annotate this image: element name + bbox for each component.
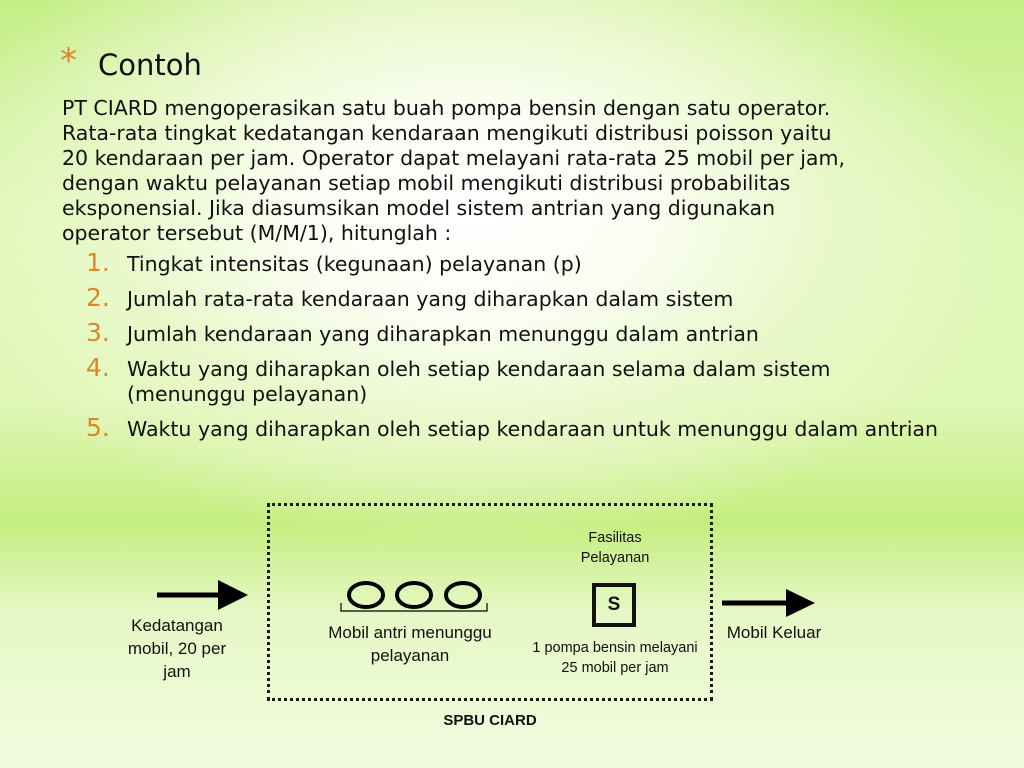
task-number: 1. (86, 248, 110, 277)
exit-label: Mobil Keluar (726, 623, 822, 642)
server-letter: S (607, 594, 621, 615)
station-label: SPBU CIARD (443, 712, 537, 729)
problem-statement: PT CIARD mengoperasikan satu buah pompa bensin dengan satu operator. Rata-rata tingkat kedatangan kendaraan mengikuti distribusi poisson yaitu 20 kendaraan per jam. Operator dapat melayani rata-rata 25 mobil per jam, dengan waktu pelayanan setiap mobil mengikuti distribusi probabilitas eksponensial. Jika diasumsikan model sistem antrian yang digunakan operator tersebut (M/M/1), hitunglah : (62, 96, 845, 245)
task-text: Waktu yang diharapkan oleh setiap kendaraan untuk menunggu dalam antrian (127, 417, 938, 441)
task-text: Jumlah kendaraan yang diharapkan menunggu dalam antrian (127, 322, 759, 346)
arrival-label: Kedatangan mobil, 20 per jam (127, 616, 227, 681)
exit-arrow-icon (722, 589, 815, 617)
task-item (0, 248, 1000, 277)
arrival-arrow-icon (157, 580, 248, 610)
task-number: 4. (86, 353, 110, 382)
pump-label: 1 pompa bensin melayani 25 mobil per jam (532, 640, 698, 676)
queue-label: Mobil antri menunggu pelayanan (328, 623, 492, 665)
task-text: Tingkat intensitas (kegunaan) pelayanan (p) (127, 252, 582, 276)
task-item (0, 413, 957, 442)
task-number: 2. (86, 283, 110, 312)
task-item (0, 318, 1000, 347)
task-text: Waktu yang diharapkan oleh setiap kendaraan selama dalam sistem (menunggu pelayanan) (127, 357, 831, 406)
task-number: 5. (86, 413, 110, 442)
facility-label: Fasilitas Pelayanan (580, 530, 650, 566)
task-item (0, 353, 927, 407)
service-facility-box (592, 583, 636, 627)
title-bullet-star: * (60, 41, 77, 81)
task-text: Jumlah rata-rata kendaraan yang diharapkan dalam sistem (127, 287, 734, 311)
slide-title: Contoh (98, 48, 202, 82)
task-list (0, 248, 1000, 442)
task-item (0, 283, 1000, 312)
task-number: 3. (86, 318, 110, 347)
